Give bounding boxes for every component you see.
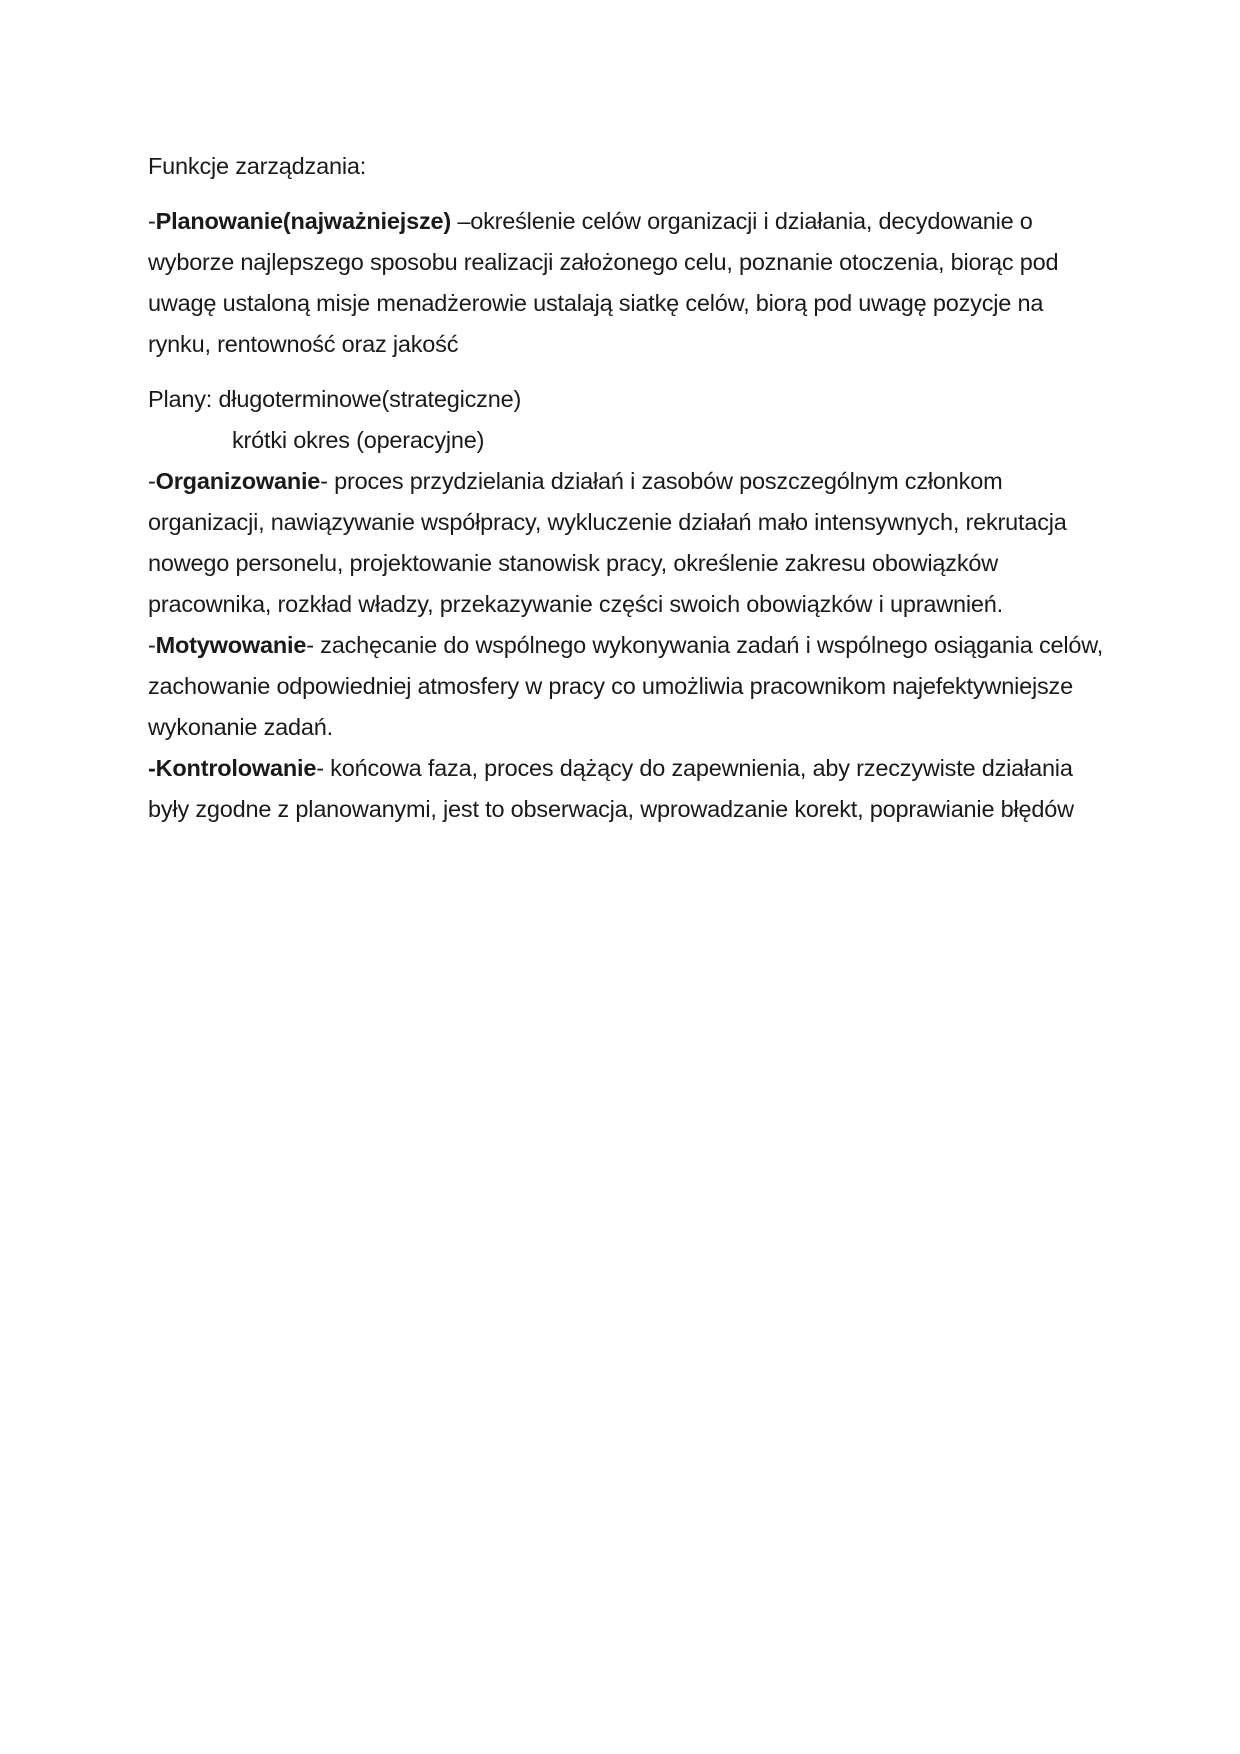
planowanie-prefix: - (148, 208, 156, 234)
motywowanie-prefix: - (148, 632, 156, 658)
plany-line-1: Plany: długoterminowe(strategiczne) (148, 386, 522, 412)
kontrolowanie-text: - końcowa faza, proces dążący do zapewnienia, aby rzeczywiste działania były zgodne z planowanymi, jest to obserwacja, wprowadzanie korekt, poprawianie błędów (148, 755, 1074, 822)
paragraph-organizowanie (148, 461, 1108, 625)
document-page (148, 146, 1108, 830)
paragraph-planowanie (148, 201, 1108, 365)
motywowanie-text: - zachęcanie do wspólnego wykonywania zadań i wspólnego osiągania celów, zachowanie odpowiedniej atmosfery w pracy co umożliwia pracownikom najefektywniejsze wykonanie zadań. (148, 632, 1104, 740)
plany-line-2: krótki okres (operacyjne) (232, 427, 485, 453)
organizowanie-text: - proces przydzielania działań i zasobów poszczególnym członkom organizacji, nawiązywanie współpracy, wykluczenie działań mało intensywnych, rekrutacja nowego personelu, projektowanie stanowisk pracy, określenie zakresu obowiązków pracownika, rozkład władzy, przekazywanie części swoich obowiązków i uprawnień. (148, 468, 1067, 617)
motywowanie-term: Motywowanie (155, 632, 307, 658)
organizowanie-term: Organizowanie (155, 468, 321, 494)
paragraph-motywowanie (148, 625, 1108, 748)
document-heading: Funkcje zarządzania: (148, 153, 367, 179)
planowanie-term: Planowanie(najważniejsze) (155, 208, 452, 234)
planowanie-text: –określenie celów organizacji i działania, decydowanie o wyborze najlepszego sposobu realizacji założonego celu, poznanie otoczenia, biorąc pod uwagę ustaloną misje menadżerowie ustalają siatkę celów, biorą pod uwagę pozycje na rynku, rentowność oraz jakość (148, 208, 1059, 357)
organizowanie-prefix: - (148, 468, 156, 494)
kontrolowanie-term: -Kontrolowanie (148, 755, 317, 781)
paragraph-kontrolowanie (148, 748, 1108, 830)
